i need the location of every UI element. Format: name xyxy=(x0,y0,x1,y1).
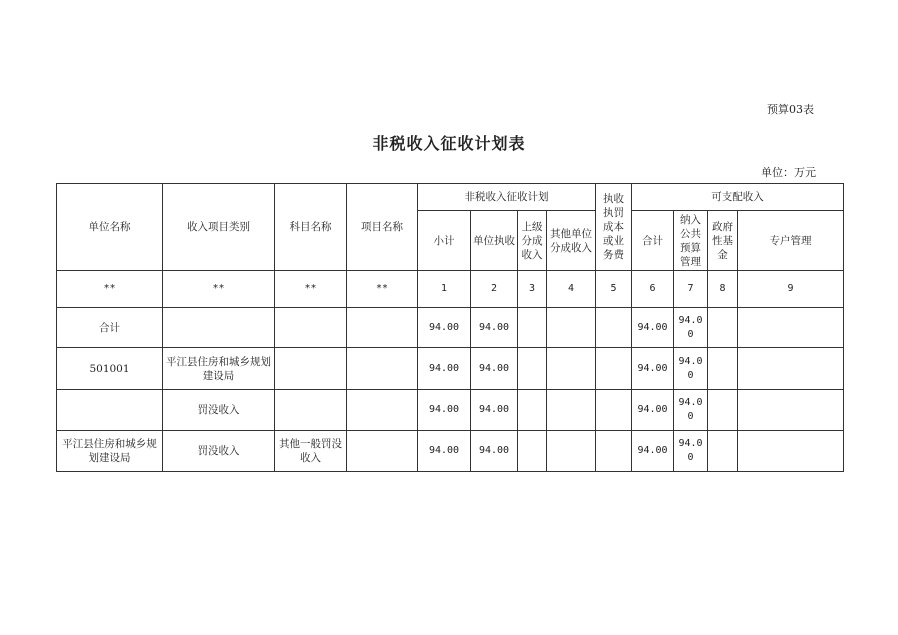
cell-enforcement-cost xyxy=(596,308,632,348)
index-cell: 6 xyxy=(632,271,674,308)
index-cell: ** xyxy=(275,271,347,308)
cell-unit-collect: 94.00 xyxy=(471,431,518,472)
cell-income-category: 平江县住房和城乡规划建设局 xyxy=(163,348,275,390)
cell-subtotal: 94.00 xyxy=(418,431,471,472)
index-cell: 1 xyxy=(418,271,471,308)
revenue-plan-table xyxy=(56,183,844,472)
cell-gov-fund xyxy=(708,431,738,472)
header-subtotal: 小计 xyxy=(418,211,471,271)
cell-special-mgmt xyxy=(738,431,844,472)
index-cell: 9 xyxy=(738,271,844,308)
header-disposable-group: 可支配收入 xyxy=(632,184,844,211)
cell-item-name xyxy=(347,390,418,431)
cell-item-name xyxy=(347,348,418,390)
cell-unit-collect: 94.00 xyxy=(471,390,518,431)
index-row xyxy=(57,271,844,308)
cell-unit-collect: 94.00 xyxy=(471,348,518,390)
cell-subject-name xyxy=(275,308,347,348)
index-cell: 2 xyxy=(471,271,518,308)
cell-enforcement-cost xyxy=(596,390,632,431)
header-gov-fund: 政府性基金 xyxy=(708,211,738,271)
cell-special-mgmt xyxy=(738,348,844,390)
header-unit-collect: 单位执收 xyxy=(471,211,518,271)
page-title: 非税收入征收计划表 xyxy=(372,134,526,153)
cell-item-name xyxy=(347,431,418,472)
cell-budget-mgmt: 94.00 xyxy=(674,308,708,348)
cell-total: 94.00 xyxy=(632,431,674,472)
header-subject-name: 科目名称 xyxy=(275,184,347,271)
header-row-1 xyxy=(57,184,844,211)
cell-special-mgmt xyxy=(738,308,844,348)
cell-income-category: 罚没收入 xyxy=(163,431,275,472)
cell-upper-share xyxy=(518,348,547,390)
header-income-category: 收入项目类别 xyxy=(163,184,275,271)
index-cell: ** xyxy=(163,271,275,308)
header-item-name: 项目名称 xyxy=(347,184,418,271)
header-other-share: 其他单位分成收入 xyxy=(547,211,596,271)
form-number: 预算03表 xyxy=(767,103,814,116)
table-row xyxy=(57,390,844,431)
cell-subject-name xyxy=(275,348,347,390)
header-special-mgmt: 专户管理 xyxy=(738,211,844,271)
cell-subtotal: 94.00 xyxy=(418,308,471,348)
cell-budget-mgmt: 94.00 xyxy=(674,390,708,431)
cell-subtotal: 94.00 xyxy=(418,348,471,390)
index-cell: ** xyxy=(57,271,163,308)
cell-gov-fund xyxy=(708,308,738,348)
cell-unit-name: 合计 xyxy=(57,308,163,348)
index-cell: 8 xyxy=(708,271,738,308)
table-row xyxy=(57,348,844,390)
cell-upper-share xyxy=(518,390,547,431)
cell-unit-name xyxy=(57,390,163,431)
index-cell: 7 xyxy=(674,271,708,308)
cell-income-category xyxy=(163,308,275,348)
header-total: 合计 xyxy=(632,211,674,271)
cell-upper-share xyxy=(518,308,547,348)
cell-subject-name: 其他一般罚没收入 xyxy=(275,431,347,472)
cell-budget-mgmt: 94.00 xyxy=(674,348,708,390)
unit-label: 单位：万元 xyxy=(761,166,816,179)
cell-upper-share xyxy=(518,431,547,472)
cell-special-mgmt xyxy=(738,390,844,431)
index-cell: 5 xyxy=(596,271,632,308)
cell-other-share xyxy=(547,308,596,348)
index-cell: ** xyxy=(347,271,418,308)
cell-total: 94.00 xyxy=(632,308,674,348)
cell-total: 94.00 xyxy=(632,390,674,431)
index-cell: 4 xyxy=(547,271,596,308)
cell-unit-name: 平江县住房和城乡规划建设局 xyxy=(57,431,163,472)
table-row xyxy=(57,308,844,348)
header-plan-group: 非税收入征收计划 xyxy=(418,184,596,211)
cell-budget-mgmt: 94.00 xyxy=(674,431,708,472)
cell-item-name xyxy=(347,308,418,348)
header-enforcement-cost: 执收执罚成本或业务费 xyxy=(596,184,632,271)
index-cell: 3 xyxy=(518,271,547,308)
cell-other-share xyxy=(547,348,596,390)
cell-other-share xyxy=(547,390,596,431)
cell-enforcement-cost xyxy=(596,431,632,472)
cell-unit-name: 501001 xyxy=(57,348,163,390)
header-upper-share: 上级分成收入 xyxy=(518,211,547,271)
cell-unit-collect: 94.00 xyxy=(471,308,518,348)
cell-total: 94.00 xyxy=(632,348,674,390)
cell-income-category: 罚没收入 xyxy=(163,390,275,431)
cell-enforcement-cost xyxy=(596,348,632,390)
cell-subtotal: 94.00 xyxy=(418,390,471,431)
cell-gov-fund xyxy=(708,348,738,390)
cell-subject-name xyxy=(275,390,347,431)
table-row xyxy=(57,431,844,472)
cell-other-share xyxy=(547,431,596,472)
cell-gov-fund xyxy=(708,390,738,431)
header-budget-mgmt: 纳入公共预算管理 xyxy=(674,211,708,271)
header-unit-name: 单位名称 xyxy=(57,184,163,271)
